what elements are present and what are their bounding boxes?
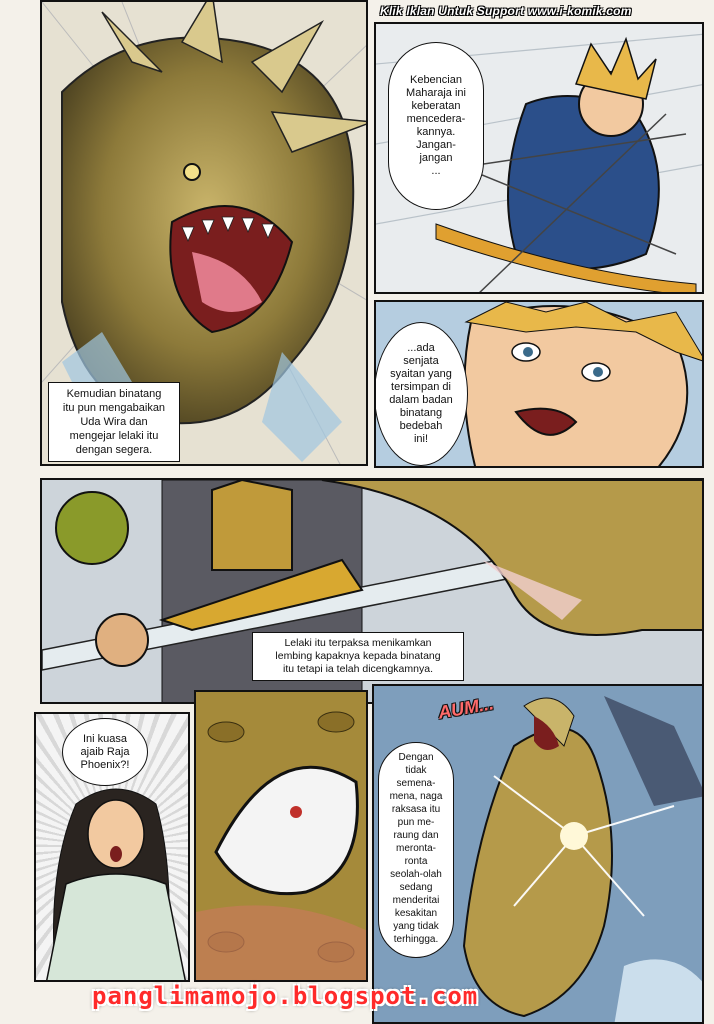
bubble-maharaja-worry: Kebencian Maharaja ini keberatan mencedera- kannya. Jangan- jangan ... [388,42,484,210]
panel-youth-bound [374,22,704,294]
bubble-demon-weapon: ...ada senjata syaitan yang tersimpan di dalam badan binatang bedebah ini! [374,322,468,466]
panel-dragon-roar [40,0,368,466]
blog-signature: panglimamojo.blogspot.com [92,982,479,1010]
dragon-eye-illustration [196,692,368,982]
panel-youth-shout [374,300,704,468]
panel-dragon-eye [194,690,368,982]
site-watermark: Klik Iklan Untuk Support www.i-komik.com [380,4,632,18]
panel-woman-surprised [34,712,190,982]
panel-dragon-aum [372,684,704,1024]
sfx-aum: AUM... [436,693,496,723]
caption-dragon-thrashing: Dengan tidak semena- mena, naga raksasa itu pun me- raung dan meronta- ronta seolah-olah sedang menderitai kesakitan yang tidak terhingga. [378,742,454,958]
caption-dragon-chase: Kemudian binatang itu pun mengabaikan Uda Wira dan mengejar lelaki itu dengan segera. [48,382,180,462]
caption-spear-thrust: Lelaki itu terpaksa menikamkan lembing kapaknya kepada binatang itu tetapi ia telah dicengkamnya. [252,632,464,681]
panel-spear-strike [40,478,704,704]
bubble-phoenix-power: Ini kuasa ajaib Raja Phoenix?! [62,718,148,786]
